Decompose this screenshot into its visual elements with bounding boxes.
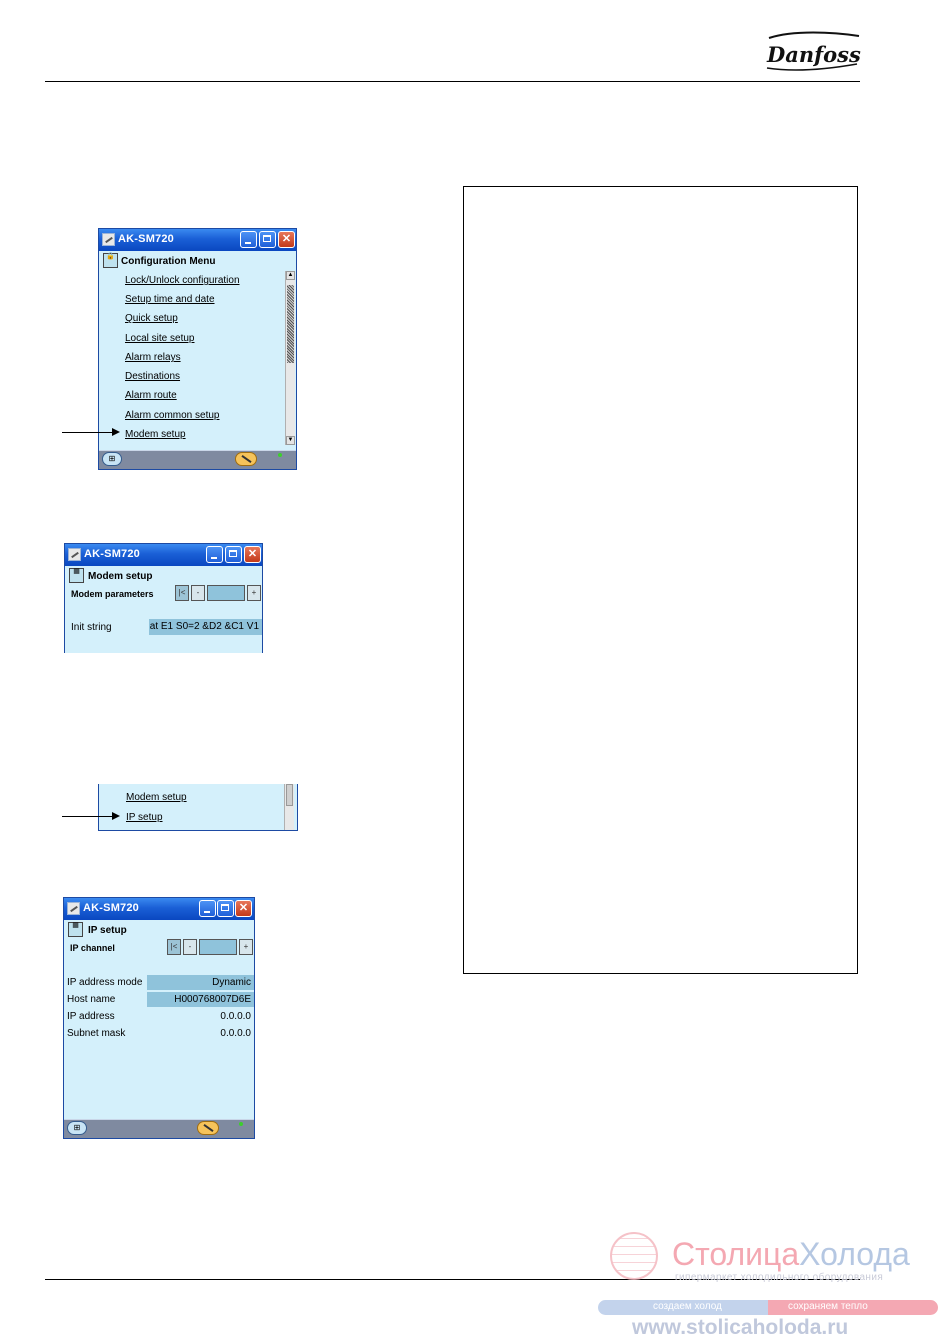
status-led-icon bbox=[278, 453, 282, 457]
nav-position-field[interactable] bbox=[207, 585, 245, 601]
init-string-label: Init string bbox=[71, 622, 112, 633]
menu-item-destinations[interactable]: Destinations bbox=[125, 371, 181, 382]
close-button[interactable]: ✕ bbox=[278, 231, 295, 248]
menu-item-alarm-relays[interactable]: Alarm relays bbox=[125, 352, 181, 363]
nav-next-button[interactable]: + bbox=[239, 939, 253, 955]
menu-item-alarm-common[interactable]: Alarm common setup bbox=[125, 410, 220, 421]
nav-position-field[interactable] bbox=[199, 939, 237, 955]
window-title: AK-SM720 bbox=[84, 548, 141, 560]
page-title: Modem setup bbox=[88, 571, 153, 582]
lock-icon: 🔒 bbox=[103, 253, 118, 268]
window-title: AK-SM720 bbox=[118, 233, 175, 245]
watermark-brand-part2: Холода bbox=[799, 1236, 910, 1272]
vertical-scrollbar[interactable] bbox=[284, 784, 294, 831]
pointer-arrowhead bbox=[112, 428, 120, 436]
globe-icon bbox=[610, 1232, 658, 1280]
menu-item-alarm-route[interactable]: Alarm route bbox=[125, 390, 177, 401]
watermark-url[interactable]: www.stolicaholoda.ru bbox=[632, 1316, 849, 1339]
page-title: IP setup bbox=[88, 925, 127, 936]
menu-item-lock-unlock[interactable]: Lock/Unlock configuration bbox=[125, 275, 240, 286]
app-wrench-icon bbox=[68, 548, 81, 561]
menu-item-quick-setup[interactable]: Quick setup bbox=[125, 313, 178, 324]
status-led-icon bbox=[239, 1122, 243, 1126]
record-navigator bbox=[175, 585, 261, 601]
maximize-button[interactable] bbox=[259, 231, 276, 248]
nav-first-button[interactable]: |< bbox=[167, 939, 181, 955]
tree-icon[interactable]: ⊞ bbox=[67, 1121, 87, 1135]
subnet-mask-value: 0.0.0.0 bbox=[220, 1028, 251, 1039]
notes-box bbox=[463, 186, 858, 974]
watermark-strip-right: сохраняем тепло bbox=[788, 1301, 868, 1312]
section-label: IP channel bbox=[70, 943, 115, 953]
pointer-arrow bbox=[62, 816, 114, 817]
maximize-button[interactable] bbox=[225, 546, 242, 563]
app-wrench-icon bbox=[102, 233, 115, 246]
pointer-arrow bbox=[62, 432, 114, 433]
host-name-field[interactable]: H000768007D6E bbox=[147, 992, 254, 1007]
settings-panel-icon: ▦ bbox=[69, 568, 84, 583]
tree-icon[interactable]: ⊞ bbox=[102, 452, 122, 466]
menu-snippet bbox=[98, 784, 298, 831]
minimize-button[interactable] bbox=[240, 231, 257, 248]
nav-next-button[interactable]: + bbox=[247, 585, 261, 601]
danfoss-logo bbox=[763, 30, 863, 72]
menu-item-time-date[interactable]: Setup time and date bbox=[125, 294, 215, 305]
status-bar bbox=[64, 1119, 254, 1138]
ip-address-value: 0.0.0.0 bbox=[220, 1011, 251, 1022]
nav-first-button[interactable]: |< bbox=[175, 585, 189, 601]
ip-address-label: IP address bbox=[67, 1011, 115, 1022]
status-bar bbox=[99, 450, 296, 469]
subnet-mask-label: Subnet mask bbox=[67, 1028, 126, 1039]
host-name-label: Host name bbox=[67, 994, 116, 1005]
window-titlebar[interactable] bbox=[64, 898, 254, 920]
watermark-brand bbox=[672, 1236, 910, 1273]
ip-mode-field[interactable]: Dynamic bbox=[147, 975, 254, 990]
maximize-button[interactable] bbox=[217, 900, 234, 917]
scroll-up-arrow[interactable]: ▲ bbox=[287, 272, 294, 278]
svg-text:Danfoss: Danfoss bbox=[767, 42, 861, 67]
vertical-scrollbar[interactable] bbox=[285, 271, 295, 445]
settings-panel-icon: ▦ bbox=[68, 922, 83, 937]
init-string-field[interactable]: at E1 S0=2 &D2 &C1 V1 bbox=[149, 619, 262, 635]
app-wrench-icon bbox=[67, 902, 80, 915]
scroll-down-arrow[interactable]: ▼ bbox=[287, 437, 294, 443]
nav-prev-button[interactable]: - bbox=[183, 939, 197, 955]
watermark-brand-part1: Столица bbox=[672, 1236, 800, 1272]
close-button[interactable]: ✕ bbox=[235, 900, 252, 917]
window-titlebar[interactable] bbox=[99, 229, 296, 251]
watermark-strip-left: создаем холод bbox=[653, 1301, 722, 1312]
menu-item-modem-setup[interactable]: Modem setup bbox=[125, 429, 186, 440]
window-titlebar[interactable] bbox=[65, 544, 262, 566]
minimize-button[interactable] bbox=[199, 900, 216, 917]
header-rule bbox=[45, 81, 860, 82]
wrench-icon[interactable] bbox=[235, 452, 257, 466]
minimize-button[interactable] bbox=[206, 546, 223, 563]
ip-setup-window bbox=[63, 897, 255, 1139]
window-title: AK-SM720 bbox=[83, 902, 140, 914]
menu-item-modem-setup[interactable]: Modem setup bbox=[126, 792, 187, 803]
watermark-strip bbox=[598, 1300, 938, 1315]
record-navigator bbox=[167, 939, 253, 955]
menu-item-local-site[interactable]: Local site setup bbox=[125, 333, 195, 344]
close-button[interactable]: ✕ bbox=[244, 546, 261, 563]
modem-setup-window bbox=[64, 543, 263, 653]
ip-mode-label: IP address mode bbox=[67, 977, 143, 988]
pointer-arrowhead bbox=[112, 812, 120, 820]
scroll-thumb[interactable] bbox=[287, 285, 294, 363]
config-menu-window bbox=[98, 228, 297, 470]
scroll-thumb[interactable] bbox=[286, 784, 293, 806]
menu-item-ip-setup[interactable]: IP setup bbox=[126, 812, 163, 823]
watermark-subtitle: гипермаркет холодильного оборудования bbox=[675, 1272, 884, 1283]
section-label: Modem parameters bbox=[71, 589, 154, 599]
wrench-icon[interactable] bbox=[197, 1121, 219, 1135]
nav-prev-button[interactable]: - bbox=[191, 585, 205, 601]
page-title: Configuration Menu bbox=[121, 256, 216, 267]
